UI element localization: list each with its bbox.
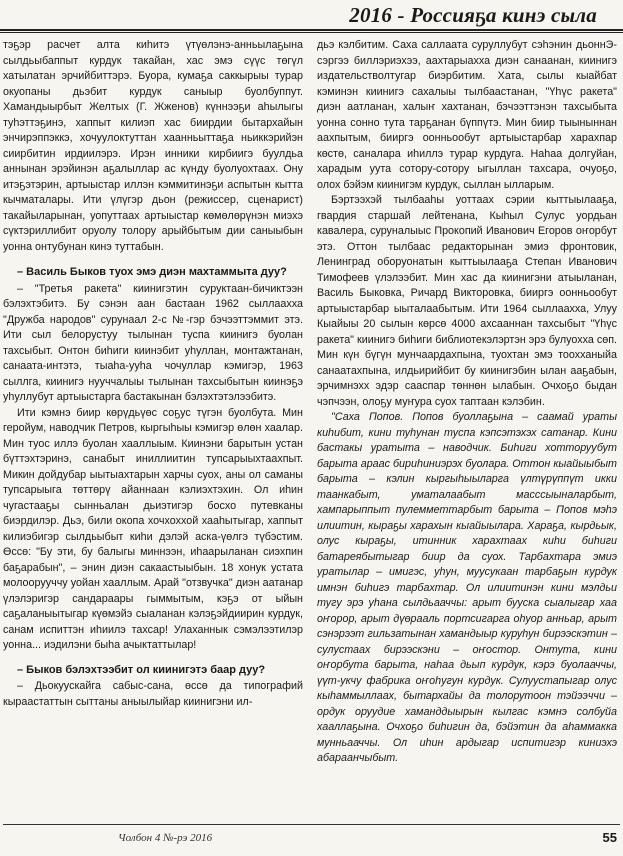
paragraph: – Дьокуускайга сабыс-сана, өссө да типографий кыраастаттын сыттаны аныылыйар киинигэни ил-	[3, 680, 303, 708]
paragraph: дьэ кэлбитим. Саха саллаата суруллубут сэһэнин дьоннЭ-сэргээ биллэриэхээ, аахтарыахха диэн санаанан, киинигэ издательстволтугар биэрбитим. Хата, сылы кыайбат кэминэн киинигэ сахалыы тылбаастанан, "Үһүс ракета" диэн аатланан, халыҥ хахтанан, бэчээттэнэн тахсыбыта уонна сонно тута тарҕанан бүппүтэ. Мин биир тыыныннан аахпытым, бииргэ оонньообут артыыстарбар харахпар көстө, саналара иһиллэ турар курдуга. Наһаа долгуйан, харадым уута сотору-сотору ыгыллан тахсара, очуоҕо, олох бэйэм киинигэм курдук, сыллан ылларым.	[317, 39, 617, 191]
header-rule	[0, 29, 623, 31]
header-title: 2016 - Россияҕа кинэ сыла	[349, 3, 597, 27]
paragraph: Ити кэмнэ биир көрүдьүөс соҕус түгэн буолбута. Мин геройум, наводчик Петров, кыргыһыы кэмигэр өлөн хаалар. Мин туос иллэ буолан хааллыым. Киинэни барытын устан бүттэхтэринэ, санабыт иниллиитин тупсарыыхтаахпыт. Микин дойдубар ыытыахтарын харчы суох, аны ол саманы тупсарыыга төттөрү айаннаан кэлиэхтэхин. Ол иһин чугастааҕы сынньалан дьиэтигэр босхо путевканы биэрдилэр. Дьэ, били окопа хочхоххой хааһытыгар, хаппыт килиэбигэр сылдьыбыт киһи дэлэй аска-үөлгэ түбэстим. Өссө: "Бу эти, бу балыгы миннээн, иһаарыланан сиэхпин баҕарабын", – энин диэн сакаастыыбын. 18 хонук устата молоорууччу уойан хааллым. Арай "отзвучка" диэн аатанар үлэлэригэр сандараары гыммытым, кэҕэ от ыйын саҕаланыытыгар күөмэйэ сыаланан кэлэҕэйдиирин курдук, санам испиттэн иһиилэ тахсар! Улаханнык сэмэлээтилэр уонна... иэдилэни быһа ачыктаттылар!	[3, 406, 303, 651]
right-column	[317, 38, 617, 822]
left-column	[3, 38, 303, 822]
page-number: 55	[602, 830, 617, 845]
paragraph: – "Третья ракета" киинигэтин суруктаан-бичиктээн бэлэхтэбитэ. Бу сэнэн аан бастаан 1962 сыллаахха "Дружба народов" сурунаал 2-с №-гэр бэчээттэммит этэ. Ити сыл белорустуу тылынан туспа киинигэ буолан тахсыбыт. Онтон биһиги киинэбит уһуллан, монтажтанан, санаата-интэтэ, тыаһа-ууһа чочуллар кэмигэр, 1963 сыллга, киинигэ нууччалыы тылынан тахсыбытын киинэҕэ уһуллубут артыыстарга бастакынан бэлэхтэтэлээбитэ.	[3, 282, 303, 403]
interview-question: – Василь Быков туох эмэ диэн махтаммыта дуу?	[17, 266, 287, 278]
paragraph: тэҕэр расчет алта киһитэ үтүөлэнэ-анньылаҕына сылдьыбаппыт курдук такайан, хас эмэ сүүс төгүл хатылатан эрчийбиттэрэ. Буора, кумаҕа саккырыы турар окуопаны дьэбит курдук саныыр буолбуппут. Хамандыырбыт Желтых (Г. Жженов) күннээҕи аһылыгы туһэттэҕинэ, хаппыт килиэп хас биирдии бытархайын энчирэппэккэ, хочуулоктуттан хаанньыттаҕа ньиккэрийэн сиирбитин ирдиилэрэ. Ирэн инники кирбиигэ буулдьа аннынан эрэйинэн аҕалыллар ас күнду буолуохтаах. Ону итэҕэтэрин, артыыстар иллэн кэммитинэҕи аспытын кытта кычматалары. Ити үлүгэр дьон (режиссер, сценарист) такайыларынан, уопуттаах артыыстар көмөлөрүнэн миэхэ сүктэриллибит оруолу толору арыйбытым дии саныыбын уонна онтубунан кинэ туттабын.	[3, 39, 303, 253]
footer-rule	[3, 824, 620, 825]
paragraph: Бэртээхэй тылбааһы уоттаах сэрии кыттыылааҕа, гвардия старшай лейтенана, Кыһыл Сулус уордьан кавалера, суруналыыс Прокопий Иванович Егоров оҥорбут этэ. Оттон тылбаас редакторынан эмиэ фронтовик, Ленинград оборуонатын кыттыылааҕа Степан Иванович Тимофеев үлэлээбит. Мин хас да киинигэни атыыланан, Василь Быковка, Ричард Викторовка, бииргэ оонньообут артыыстарбар ыыталаабытым. Ити 1964 сыллаахха, Улуу Кыайыы 20 сылын көрсө 4000 ахсааннан тахсыбыт "Үһүс ракета" киинигэ биһиги библиотекэлэртэн эрэ булуохха сөп. Мин күн бүгүн мунчаардахпына, туохтан эмэ тоохханыйа санаатахпына, илдьирийбит бу киинигэбин ылан ааҕабын, эрчимнэхх эдэр сааспар төннөн ылабын. Очхоҕо быдан чэпчээн, олоҕу муҥура суох таптаан кэлэбин.	[317, 194, 617, 408]
page-header	[0, 0, 623, 34]
quote-paragraph: "Саха Попов. Попов буоллаҕына – саамай ураты киһибит, кини туһунан туспа кэпсэтэхэх сатанар. Кини бастакы уратыта – наводчик. Биһиги хотторуубут барыта араас бириһиниэрэх буолара. Оттон кыайыыбыт барыта – кэлин кыргыһыыларга үлтүрүппүт икки таанкабыт, уматалаабыт масссыыналарбыт, хампарыппыт пулемметтарбыт барыта – Попов мэһэ илиитин, кыраҕы харахын кыайыылара. Хараҕа, кырдьык, олус кыраҕы, итинник харахтаах киһи биһиги батареябытыгар биир да суох. Тарбахтара эмиэ уратылар – имигэс, уһун, муусукаан тарбаҕын курдук имнэн биһигэ тарбахтар. Ол илиитинэн кини мэлдьи тугу эрэ уһана сылдьааччы: арыт бууска сыалыгар хаа оҥорор, арыт дүөрааль портсигарга оһуор анньар, арыт сэнэрээт гильзатынан хамандыыр куруһун бирээскэтин – сулустаах бирээскэни – оҥостор. Онтута, кини оҥорбута барыта, наһаа дьып курдук, кэрэ буолааччы, үүт-укчу фабрика оҥоһугун курдук. Сулуустапыгар олус кыһаммыллаах, бытархайы да толорутоон тэйээччи – ордук оруудие хаманддыырын кылгас кэмнэ солбуйа хааллаҕына. Очхоҕо биһигин да, бэйэтин да аһаммакка мунньааччы. Ол иһин ардыгар испитигэр киниэхэ абараанчыбыт.	[317, 411, 617, 764]
interview-question: – Быков бэлэхтээбит ол киинигэтэ баар дуу?	[17, 663, 266, 676]
article-body	[3, 38, 620, 822]
journal-issue: Чолбон 4 №-рэ 2016	[118, 832, 213, 844]
header-rule-thin	[0, 32, 623, 33]
page-footer	[0, 824, 623, 856]
